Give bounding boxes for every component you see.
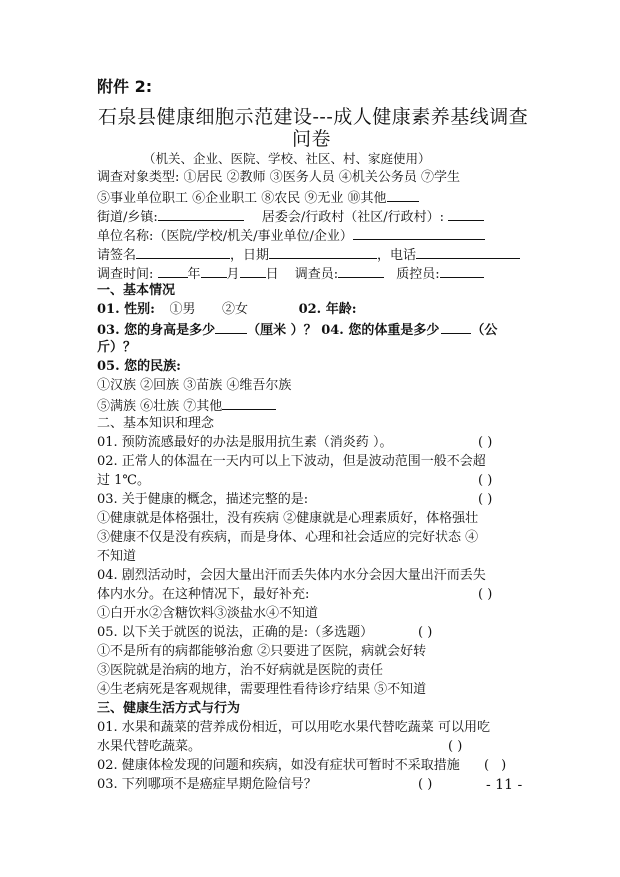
sign-blank[interactable] [136, 246, 230, 259]
sign-label: 请签名 [97, 248, 137, 263]
q05-options-2-text: ⑤满族 ⑥壮族 ⑦其他 [97, 399, 223, 414]
k04-options: ①白开水②含糖饮料③淡盐水④不知道 [97, 606, 319, 621]
ethnicity-other-blank[interactable] [222, 397, 276, 410]
attachment-label: 附件 2: [97, 77, 153, 96]
date-blank[interactable] [269, 246, 377, 259]
q03-label: 03. 您的身高是多少 [97, 323, 216, 338]
qc-label: 质控员: [396, 267, 440, 282]
page-title: 石泉县健康细胞示范建设---成人健康素养基线调查 [98, 106, 529, 128]
phone-blank[interactable] [416, 246, 520, 259]
lifestyle-03: 03. 下列哪项不是癌症早期危险信号？ [97, 777, 317, 792]
knowledge-01: 01. 预防流感最好的办法是服用抗生素（消炎药 ）。 [97, 435, 393, 450]
section-heading-lifestyle: 三、健康生活方式与行为 [97, 701, 241, 716]
month-blank[interactable] [201, 265, 227, 278]
q01-option-male[interactable]: ①男 [169, 302, 196, 317]
k05-option-3: ④生老病死是客观规律，需要理性看待诊疗结果 ⑤不知道 [97, 682, 427, 697]
l01-answer-paren[interactable]: ( ) [448, 739, 463, 754]
unit-label: 单位名称:（医院/学校/机关/事业单位/企业） [97, 229, 353, 244]
lifestyle-01: 01. 水果和蔬菜的营养成份相近，可以用吃水果代替吃蔬菜 可以用吃 [97, 720, 490, 735]
knowledge-05: 05. 以下关于就医的说法，正确的是:（多选题） [97, 625, 374, 640]
month-label: 月 [226, 267, 240, 282]
k05-option-2: ③医院就是治病的地方，治不好病就是医院的责任 [97, 663, 384, 678]
k03-option-1: ①健康就是体格强壮，没有疾病 ②健康就是心理素质好，体格强壮 [97, 511, 479, 526]
year-blank[interactable] [158, 265, 188, 278]
investigator-label: 调查员: [294, 267, 339, 282]
survey-target-label: 调查对象类型: [97, 170, 180, 185]
day-blank[interactable] [240, 265, 266, 278]
q05-options-1: ①汉族 ②回族 ③苗族 ④维吾尔族 [97, 378, 292, 393]
l02-answer-paren[interactable]: ( ) [484, 758, 507, 773]
knowledge-03: 03. 关于健康的概念，描述完整的是: [97, 492, 309, 507]
knowledge-04-cont: 体内水分。在这种情况下，最好补充: [97, 587, 310, 602]
knowledge-02: 02. 正常人的体温在一天内可以上下波动，但是波动范围一般不会超 [97, 454, 486, 469]
time-label: 调查时间: [97, 267, 154, 282]
subtitle: （机关、企业、医院、学校、社区、村、家庭使用） [143, 151, 431, 166]
unit-blank[interactable] [353, 227, 485, 240]
page-title-continued: 问卷 [292, 128, 332, 150]
other-blank[interactable] [387, 189, 419, 202]
k03-option-3: 不知道 [97, 549, 137, 564]
section-heading-basic: 一、基本情况 [97, 283, 176, 298]
knowledge-02-cont: 过 1℃。 [97, 473, 150, 488]
q02-label: 02. 年龄: [298, 302, 357, 317]
year-label: 年 [187, 267, 201, 282]
question-05: 05. 您的民族: [97, 359, 181, 374]
phone-label: ，电话 [377, 248, 417, 263]
q05-options-2 [97, 397, 276, 415]
k03-option-2: ③健康不仅是没有疾病，而是身体、心理和社会适应的完好状态 ④ [97, 530, 479, 545]
date-label: ，日期 [230, 248, 270, 263]
time-line [97, 265, 484, 283]
survey-target-line-2 [97, 189, 419, 207]
page-number: - 11 - [486, 777, 523, 793]
k05-option-1: ①不是所有的病都能够治愈 ②只要进了医院，病就会好转 [97, 644, 427, 659]
street-blank[interactable] [158, 208, 244, 221]
k01-answer-paren[interactable]: ( ) [478, 435, 493, 450]
investigator-blank[interactable] [338, 265, 384, 278]
question-04-cont: 斤）？ [97, 340, 137, 355]
unit-line [97, 227, 485, 245]
k03-answer-paren[interactable]: ( ) [478, 492, 493, 507]
l03-answer-paren[interactable]: ( ) [418, 777, 433, 792]
street-line [97, 208, 484, 226]
q01-option-female[interactable]: ②女 [222, 302, 249, 317]
survey-target-options: ①居民 ②教师 ③医务人员 ④机关公务员 ⑦学生 [183, 170, 461, 185]
k04-answer-paren[interactable]: ( ) [478, 587, 493, 602]
q04-unit: （公 [471, 323, 498, 338]
knowledge-04: 04. 剧烈活动时，会因大量出汗而丢失体内水分会因大量出汗而丢失 [97, 568, 486, 583]
lifestyle-02: 02. 健康体检发现的问题和疾病，如没有症状可暂时不采取措施 [97, 758, 460, 773]
question-03-04 [97, 321, 497, 339]
sign-line [97, 246, 520, 264]
q04-label: （厘米 ）？ 04. 您的体重是多少 [247, 323, 440, 338]
section-heading-knowledge: 二、基本知识和理念 [97, 416, 215, 431]
k02-answer-paren[interactable]: ( ) [478, 473, 493, 488]
committee-blank[interactable] [448, 208, 484, 221]
k05-answer-paren[interactable]: ( ) [418, 625, 433, 640]
qc-blank[interactable] [440, 265, 484, 278]
height-blank[interactable] [215, 321, 247, 334]
committee-label: 居委会/行政村（社区/行政村）: [261, 210, 445, 225]
weight-blank[interactable] [441, 321, 471, 334]
lifestyle-01-cont: 水果代替吃蔬菜。 [97, 739, 202, 754]
question-01 [97, 302, 357, 318]
day-label: 日 [265, 267, 279, 282]
survey-target-options-more: ⑤事业单位职工 ⑥企业职工 ⑧农民 ⑨无业 ⑩其他 [97, 191, 387, 206]
street-label: 街道/乡镇: [97, 210, 158, 225]
q01-label: 01. 性别: [97, 302, 155, 317]
survey-target-line-1 [97, 170, 460, 186]
